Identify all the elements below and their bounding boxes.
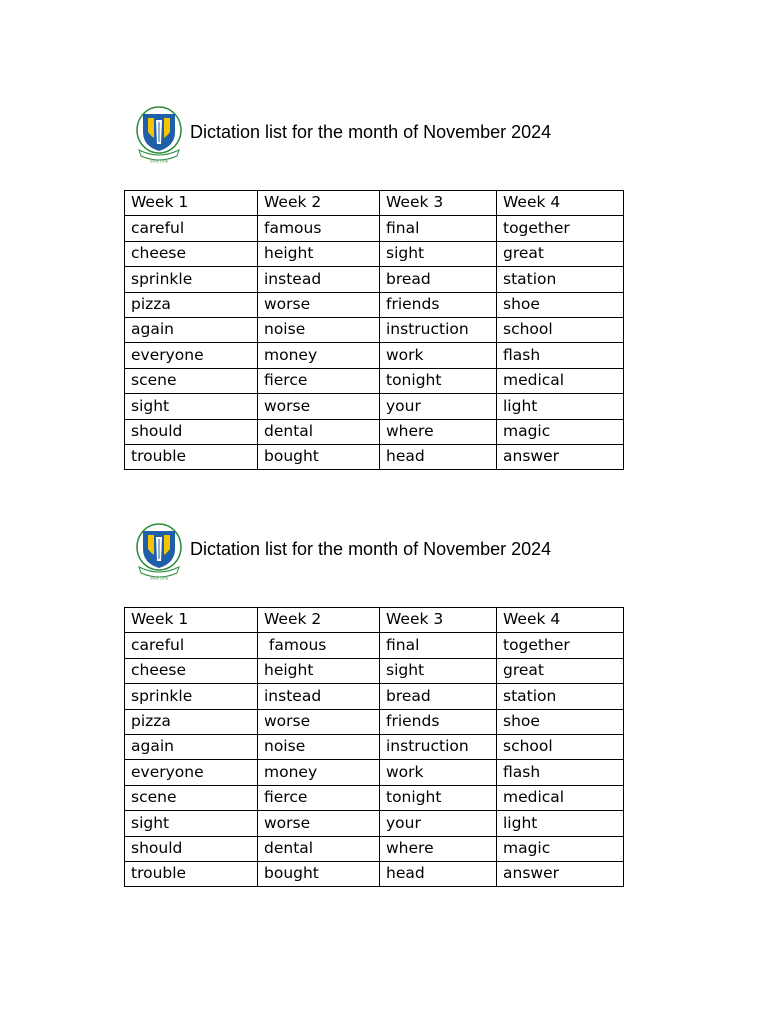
table-row (125, 709, 624, 734)
logo-ribbon-text: Since 1978 (150, 159, 168, 164)
word-cell: sprinkle (125, 267, 258, 292)
table-row (125, 267, 624, 292)
word-cell: trouble (125, 861, 258, 886)
school-crest-logo (134, 104, 184, 166)
table-row (125, 785, 624, 810)
table-row (125, 734, 624, 759)
table-row (125, 684, 624, 709)
word-cell: shoe (497, 709, 624, 734)
word-cell: fierce (258, 368, 380, 393)
table-row (125, 658, 624, 683)
table-header-row (125, 608, 624, 633)
word-cell: work (380, 343, 497, 368)
word-cell: instruction (380, 734, 497, 759)
word-cell: noise (258, 734, 380, 759)
word-cell: answer (497, 861, 624, 886)
page-title: Dictation list for the month of November 2024 (190, 122, 552, 142)
table-row (125, 836, 624, 861)
word-cell: pizza (125, 709, 258, 734)
word-cell: careful (125, 216, 258, 241)
word-cell: sight (125, 811, 258, 836)
word-cell: light (497, 394, 624, 419)
word-cell: station (497, 684, 624, 709)
word-cell: head (380, 861, 497, 886)
word-cell: light (497, 811, 624, 836)
column-header: Week 2 (258, 608, 380, 633)
column-header: Week 2 (258, 191, 380, 216)
word-cell: bread (380, 267, 497, 292)
word-cell: final (380, 633, 497, 658)
word-cell: great (497, 658, 624, 683)
word-cell: instruction (380, 317, 497, 342)
word-cell: school (497, 317, 624, 342)
table-row (125, 633, 624, 658)
word-cell: final (380, 216, 497, 241)
word-cell: bought (258, 444, 380, 469)
word-cell: answer (497, 444, 624, 469)
table-row (125, 343, 624, 368)
word-cell: together (497, 633, 624, 658)
word-cell: fierce (258, 785, 380, 810)
word-cell: money (258, 760, 380, 785)
table-row (125, 216, 624, 241)
table-row (125, 760, 624, 785)
dictation-table (124, 607, 624, 887)
word-cell: school (497, 734, 624, 759)
word-cell: flash (497, 760, 624, 785)
page-title: Dictation list for the month of November 2024 (190, 539, 552, 559)
word-cell: great (497, 241, 624, 266)
word-cell: sight (380, 241, 497, 266)
word-cell: everyone (125, 343, 258, 368)
word-cell: where (380, 419, 497, 444)
table-row (125, 811, 624, 836)
word-cell: famous (258, 216, 380, 241)
table-row (125, 861, 624, 886)
table-row (125, 241, 624, 266)
word-cell: station (497, 267, 624, 292)
word-cell: friends (380, 709, 497, 734)
word-cell: your (380, 394, 497, 419)
word-cell: magic (497, 836, 624, 861)
word-cell: worse (258, 292, 380, 317)
table-row (125, 368, 624, 393)
word-cell: cheese (125, 241, 258, 266)
word-cell: tonight (380, 785, 497, 810)
word-cell: should (125, 419, 258, 444)
word-cell: height (258, 241, 380, 266)
word-cell: height (258, 658, 380, 683)
word-cell: careful (125, 633, 258, 658)
word-cell: scene (125, 785, 258, 810)
column-header: Week 3 (380, 191, 497, 216)
word-cell: pizza (125, 292, 258, 317)
word-cell: should (125, 836, 258, 861)
table-row (125, 419, 624, 444)
column-header: Week 4 (497, 191, 624, 216)
word-cell: again (125, 317, 258, 342)
word-cell: again (125, 734, 258, 759)
word-cell: sprinkle (125, 684, 258, 709)
word-cell: worse (258, 709, 380, 734)
word-cell: famous (258, 633, 380, 658)
word-cell: instead (258, 684, 380, 709)
table-row (125, 394, 624, 419)
column-header: Week 3 (380, 608, 497, 633)
word-cell: medical (497, 368, 624, 393)
word-cell: friends (380, 292, 497, 317)
word-cell: together (497, 216, 624, 241)
word-cell: noise (258, 317, 380, 342)
word-cell: cheese (125, 658, 258, 683)
table-header-row (125, 191, 624, 216)
word-cell: everyone (125, 760, 258, 785)
word-cell: dental (258, 836, 380, 861)
word-cell: money (258, 343, 380, 368)
word-cell: flash (497, 343, 624, 368)
word-cell: sight (125, 394, 258, 419)
table-row (125, 292, 624, 317)
word-cell: shoe (497, 292, 624, 317)
column-header: Week 4 (497, 608, 624, 633)
word-cell: scene (125, 368, 258, 393)
word-cell: bought (258, 861, 380, 886)
word-cell: worse (258, 811, 380, 836)
dictation-table (124, 190, 624, 470)
table-row (125, 444, 624, 469)
logo-ribbon-text: Since 1978 (150, 576, 168, 581)
word-cell: where (380, 836, 497, 861)
word-cell: sight (380, 658, 497, 683)
word-cell: trouble (125, 444, 258, 469)
word-cell: dental (258, 419, 380, 444)
word-cell: bread (380, 684, 497, 709)
column-header: Week 1 (125, 608, 258, 633)
school-crest-logo (134, 521, 184, 583)
word-cell: tonight (380, 368, 497, 393)
word-cell: your (380, 811, 497, 836)
table-row (125, 317, 624, 342)
word-cell: head (380, 444, 497, 469)
column-header: Week 1 (125, 191, 258, 216)
word-cell: instead (258, 267, 380, 292)
word-cell: worse (258, 394, 380, 419)
word-cell: medical (497, 785, 624, 810)
word-cell: magic (497, 419, 624, 444)
word-cell: work (380, 760, 497, 785)
